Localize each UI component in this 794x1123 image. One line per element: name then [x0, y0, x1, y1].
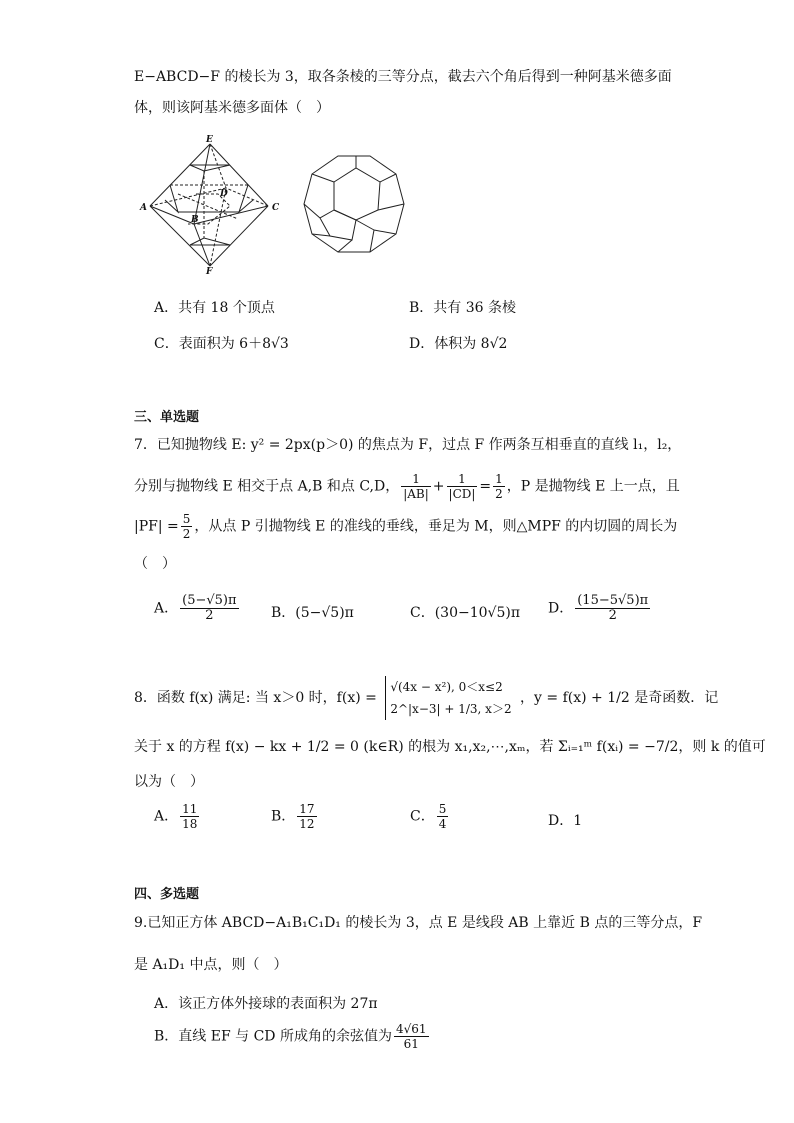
q8-piecewise: √(4x − x²), 0＜x≤2 2^|x−3| + 1/3, x＞2	[385, 676, 511, 720]
q7-stem-line1: 7．已知抛物线 E: y² = 2px(p＞0) 的焦点为 F，过点 F 作两条互相垂直的直线 l₁，l₂，	[134, 437, 682, 453]
q8-option-a[interactable]: A． $\frac{11}{18}$	[154, 802, 198, 831]
q7-option-b[interactable]: B．(5−√5)π	[271, 605, 354, 621]
section-heading-multiple-choice: 四、多选题	[134, 887, 200, 902]
q9-option-b[interactable]: B．直线 EF 与 CD 所成角的余弦值为 $\frac{4√61}{61}$	[154, 1022, 427, 1051]
q7-stem-line3: |PF| = $\frac{5}{2}$ ，从点 P 引抛物线 E 的准线的垂线，垂足为 M，则△MPF 的内切圆的周长为	[134, 512, 678, 541]
q7-option-c[interactable]: C．(30−10√5)π	[410, 605, 521, 621]
q6-stem-line1: E−ABCD−F 的棱长为 3，取各条棱的三等分点，截去六个角后得到一种阿基米德多面	[134, 69, 672, 85]
q7-stem-line2: 分别与抛物线 E 相交于点 A,B 和点 C,D， $\frac{1}{|AB|}$ + $\frac{1}{|CD|}$ = $\frac{1}{2}$ ，P 是抛物线 E 上一点，且	[134, 472, 680, 501]
q7-option-a[interactable]: A． $\frac{(5-√5)\pi}{2}$	[154, 593, 237, 623]
q6-option-b[interactable]: B．共有 36 条棱	[409, 300, 517, 316]
q6-option-c[interactable]: C．表面积为 6＋8√3	[154, 336, 289, 352]
q8-option-c[interactable]: C． $\frac{5}{4}$	[410, 802, 447, 831]
q7-line2-text-b: ，P 是抛物线 E 上一点，且	[506, 478, 680, 495]
q8-option-b[interactable]: B． $\frac{17}{12}$	[271, 802, 315, 831]
q9-stem-line2: 是 A₁D₁ 中点，则（ ）	[134, 957, 288, 973]
label-D: D	[220, 189, 228, 199]
q7-stem-line4: （ ）	[134, 556, 176, 572]
q9-stem-line1: 9.已知正方体 ABCD−A₁B₁C₁D₁ 的棱长为 3，点 E 是线段 AB 上靠近 B 点的三等分点，F	[134, 915, 703, 931]
q8-option-d[interactable]: D．1	[548, 813, 583, 829]
section-heading-single-choice: 三、单选题	[134, 410, 200, 425]
label-C: C	[272, 203, 280, 213]
q6-option-d[interactable]: D．体积为 8√2	[409, 336, 508, 352]
label-F: F	[206, 267, 213, 276]
q7-option-d[interactable]: D． $\frac{(15-5√5)\pi}{2}$	[548, 593, 649, 623]
q7-frac-ab: $\frac{1}{|AB|}$	[403, 472, 429, 501]
q7-frac-pf: $\frac{5}{2}$	[182, 512, 191, 541]
q8-stem-line3: 以为（ ）	[134, 774, 204, 790]
q7-frac-half: $\frac{1}{2}$	[495, 472, 503, 501]
label-B: B	[191, 215, 199, 225]
q8-stem-line2: 关于 x 的方程 f(x) − kx + 1/2 = 0 (k∈R) 的根为 x₁,x₂,⋯,xₘ，若 Σᵢ₌₁ᵐ f(xᵢ) = −7/2，则 k 的值可	[134, 739, 766, 755]
label-A: A	[140, 203, 147, 213]
q6-option-a[interactable]: A．共有 18 个顶点	[154, 300, 275, 316]
q7-line2-text-a: 分别与抛物线 E 相交于点 A,B 和点 C,D，	[134, 478, 400, 495]
q6-stem-line2: 体，则该阿基米德多面体（ ）	[134, 100, 330, 116]
truncated-octahedron-figure	[300, 152, 408, 256]
q9-option-a[interactable]: A．该正方体外接球的表面积为 27π	[154, 996, 378, 1012]
q7-frac-cd: $\frac{1}{|CD|}$	[448, 472, 476, 501]
q8-stem-line1: 8．函数 f(x) 满足: 当 x＞0 时，f(x) = √(4x − x²), 0＜x≤2 2^|x−3| + 1/3, x＞2 ，y = f(x) + 1/2 是奇函数．记	[134, 676, 718, 720]
octahedron-figure	[138, 134, 286, 276]
label-E: E	[206, 135, 213, 145]
